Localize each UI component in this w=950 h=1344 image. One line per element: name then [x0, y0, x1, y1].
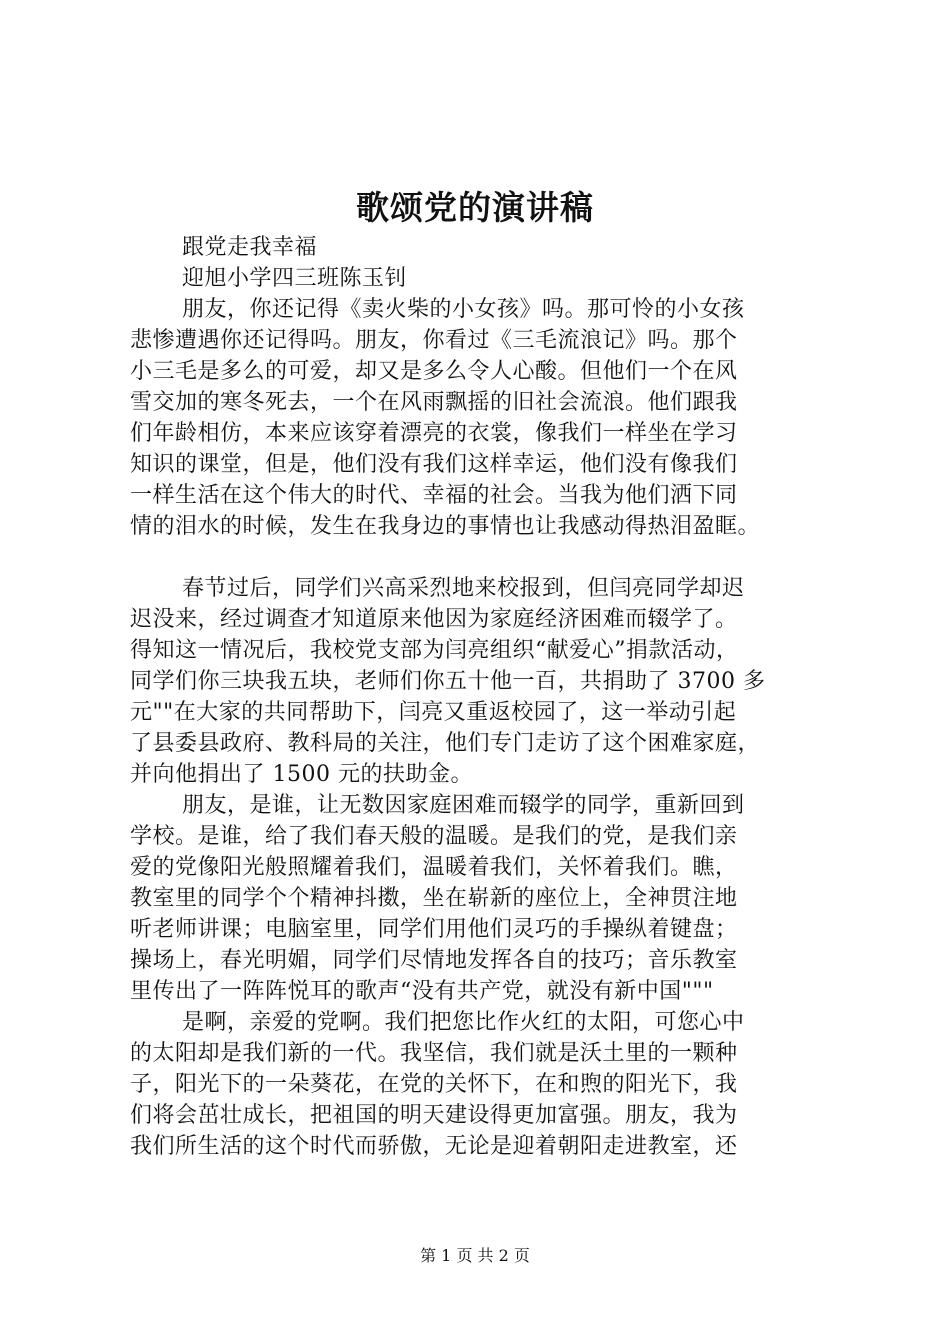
- paragraph-line: 操场上，春光明媚，同学们尽情地发挥各自的技巧；音乐教室: [130, 948, 738, 973]
- page-footer: 第 1 页 共 2 页: [420, 1246, 530, 1265]
- paragraph-line: 雪交加的寒冬死去，一个在风雨飘摇的旧社会流浪。他们跟我: [130, 390, 738, 415]
- paragraph-2: [130, 573, 850, 790]
- subtitle-line: 跟党走我幸福: [182, 235, 318, 260]
- paragraph-line: 悲惨遭遇你还记得吗。朋友，你看过《三毛流浪记》吗。那个: [130, 328, 738, 353]
- paragraph-line: 元""在大家的共同帮助下，闫亮又重返校园了，这一举动引起: [130, 700, 737, 725]
- paragraph-line: 春节过后，同学们兴高采烈地来校报到，但闫亮同学却迟: [182, 576, 745, 601]
- paragraph-gap: [130, 542, 850, 573]
- paragraph-line: 了县委县政府、教科局的关注，他们专门走访了这个困难家庭，: [130, 731, 761, 756]
- paragraph-4: [130, 1007, 850, 1162]
- paragraph-line: 朋友，是谁，让无数因家庭困难而辍学的同学，重新回到: [182, 793, 745, 818]
- paragraph-line: 里传出了一阵阵悦耳的歌声“没有共产党，就没有新中国""": [130, 979, 714, 1004]
- paragraph-line: 的太阳却是我们新的一代。我坚信，我们就是沃土里的一颗种: [130, 1041, 738, 1066]
- paragraph-1: [130, 294, 850, 542]
- paragraph-line: 子，阳光下的一朵葵花，在党的关怀下，在和煦的阳光下，我: [130, 1072, 738, 1097]
- paragraph-line: 爱的党像阳光般照耀着我们，温暖着我们，关怀着我们。瞧，: [130, 855, 738, 880]
- paragraph-line: 一样生活在这个伟大的时代、幸福的社会。当我为他们洒下同: [130, 483, 738, 508]
- paragraph-line: 得知这一情况后，我校党支部为闫亮组织“献爱心”捐款活动，: [130, 638, 739, 663]
- document-body: [130, 232, 850, 1162]
- paragraph-3: [130, 790, 850, 1007]
- paragraph-line: 是啊，亲爱的党啊。我们把您比作火红的太阳，可您心中: [182, 1010, 745, 1035]
- paragraph-line: 同学们你三块我五块，老师们你五十他一百，共捐助了 3700 多: [130, 669, 766, 694]
- document-title: 歌颂党的演讲稿: [356, 188, 594, 227]
- paragraph-line: 教室里的同学个个精神抖擞，坐在崭新的座位上，全神贯注地: [130, 886, 738, 911]
- paragraph-line: 小三毛是多么的可爱，却又是多么令人心酸。但他们一个在风: [130, 359, 738, 384]
- paragraph-line: 们将会茁壮成长，把祖国的明天建设得更加富强。朋友，我为: [130, 1103, 738, 1128]
- paragraph-line: 并向他捐出了 1500 元的扶助金。: [130, 762, 473, 787]
- paragraph-line: 我们所生活的这个时代而骄傲，无论是迎着朝阳走进教室，还: [130, 1134, 738, 1159]
- paragraph-line: 情的泪水的时候，发生在我身边的事情也让我感动得热泪盈眶。: [130, 514, 761, 539]
- paragraph-line: 朋友，你还记得《卖火柴的小女孩》吗。那可怜的小女孩: [182, 297, 745, 322]
- paragraph-line: 迟没来，经过调查才知道原来他因为家庭经济困难而辍学了。: [130, 607, 738, 632]
- paragraph-line: 知识的课堂，但是，他们没有我们这样幸运，他们没有像我们: [130, 452, 738, 477]
- author-line: 迎旭小学四三班陈玉钊: [182, 266, 408, 291]
- paragraph-line: 们年龄相仿，本来应该穿着漂亮的衣裳，像我们一样坐在学习: [130, 421, 738, 446]
- paragraph-line: 听老师讲课；电脑室里，同学们用他们灵巧的手操纵着键盘；: [130, 917, 738, 942]
- paragraph-line: 学校。是谁，给了我们春天般的温暖。是我们的党，是我们亲: [130, 824, 738, 849]
